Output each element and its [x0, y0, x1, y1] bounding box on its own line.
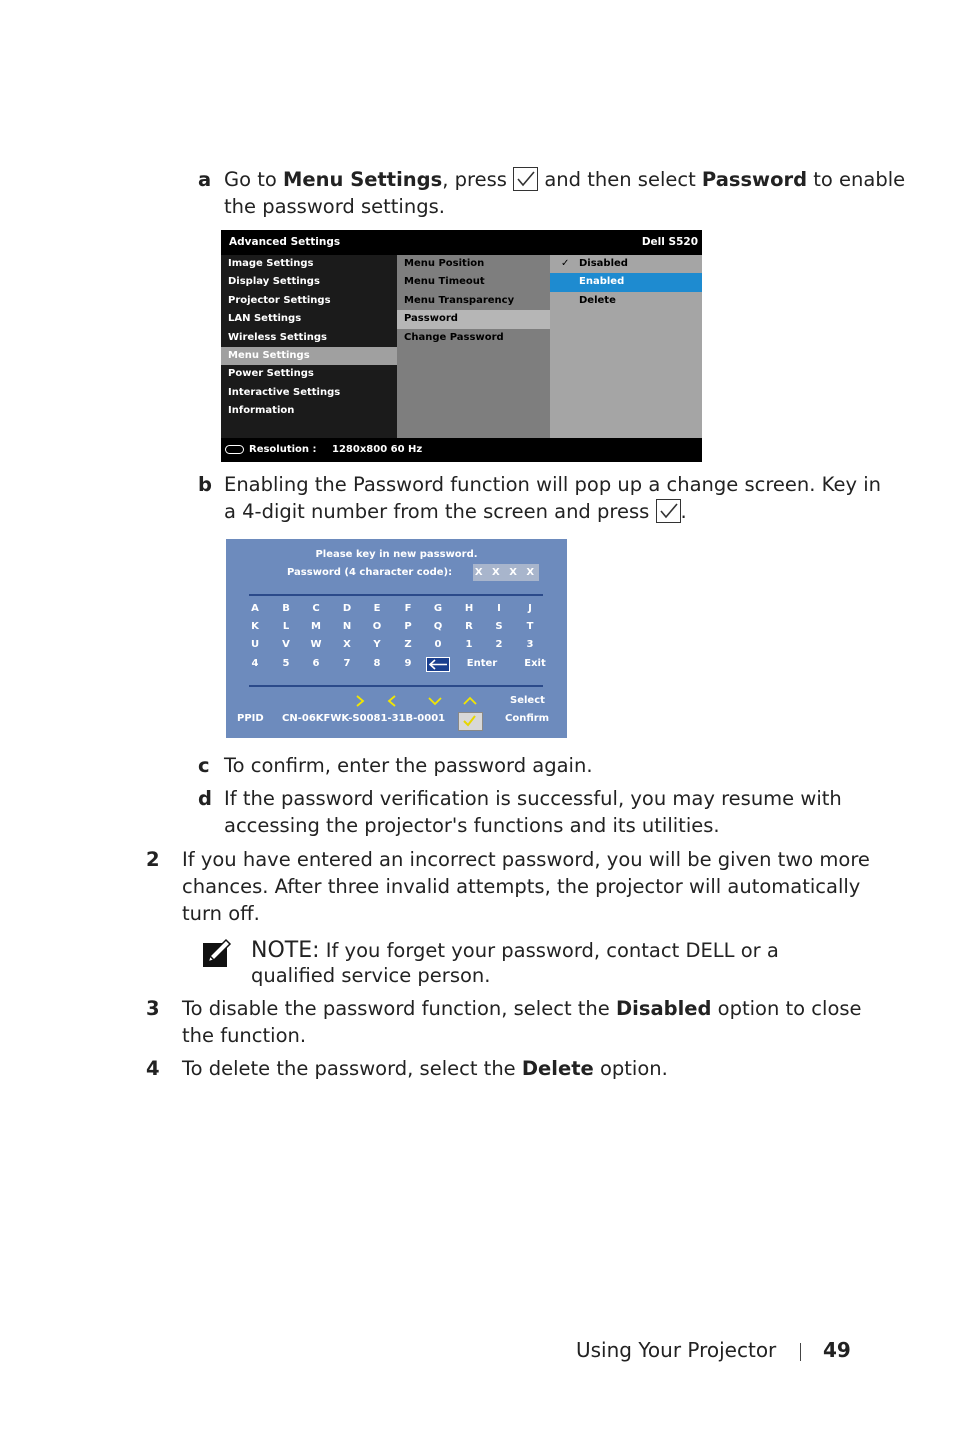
menu-item-menu-settings[interactable]: Menu Settings: [221, 347, 397, 365]
step-4: 4 To delete the password, select the Delete option.: [146, 1057, 668, 1080]
checkmark-icon: ✓: [561, 258, 570, 269]
key[interactable]: C: [312, 603, 320, 614]
key[interactable]: L: [282, 621, 290, 632]
key[interactable]: T: [526, 621, 534, 632]
step-a: a Go to Menu Settings, press and then select Password to enable the password settings.: [198, 168, 906, 218]
menu-item-interactive-settings[interactable]: Interactive Settings: [228, 386, 341, 398]
checkmark-icon: [459, 713, 480, 728]
key[interactable]: Z: [404, 639, 412, 650]
left-arrow-icon: [386, 694, 398, 708]
key[interactable]: Y: [373, 639, 381, 650]
page-number: 49: [823, 1338, 851, 1362]
key[interactable]: E: [373, 603, 381, 614]
confirm-button[interactable]: [458, 712, 483, 731]
step-number: 2: [146, 848, 160, 871]
divider: [249, 594, 543, 596]
key[interactable]: 8: [373, 658, 381, 669]
divider: [249, 685, 543, 687]
key[interactable]: Q: [433, 621, 443, 632]
resolution-value: 1280x800 60 Hz: [332, 444, 423, 455]
key[interactable]: V: [282, 639, 290, 650]
footer-section-title: Using Your Projector: [576, 1338, 777, 1362]
enter-key[interactable]: Enter: [466, 658, 498, 669]
key[interactable]: K: [251, 621, 259, 632]
password-prompt: Password (4 character code):: [287, 567, 453, 578]
menu-item-power-settings[interactable]: Power Settings: [228, 368, 314, 380]
key[interactable]: M: [311, 621, 321, 632]
menu-item-information[interactable]: Information: [228, 405, 295, 417]
up-arrow-icon: [462, 694, 478, 708]
option-enabled[interactable]: Enabled: [550, 273, 702, 291]
osd-options: [550, 255, 702, 438]
osd-status-bar: [221, 438, 702, 462]
password-input[interactable]: X X X X: [473, 564, 539, 581]
right-arrow-icon: [354, 694, 366, 708]
resolution-label: Resolution :: [249, 444, 317, 455]
key[interactable]: G: [433, 603, 443, 614]
key[interactable]: F: [404, 603, 412, 614]
osd-model: Dell S520: [641, 236, 698, 248]
osd-password-dialog: [226, 539, 567, 738]
menu-item-lan-settings[interactable]: LAN Settings: [228, 313, 302, 325]
backspace-key[interactable]: [426, 657, 450, 672]
submenu-menu-position[interactable]: Menu Position: [404, 258, 485, 269]
down-arrow-icon: [427, 694, 443, 708]
step-label: b: [198, 473, 212, 496]
menu-item-image-settings[interactable]: Image Settings: [228, 258, 314, 269]
ppid-label: PPID: [237, 713, 264, 724]
submenu-menu-transparency[interactable]: Menu Transparency: [404, 294, 515, 306]
key[interactable]: 2: [495, 639, 503, 650]
checkmark-icon: [656, 499, 681, 523]
step-number: 3: [146, 997, 160, 1020]
submenu-change-password[interactable]: Change Password: [404, 331, 504, 343]
key[interactable]: I: [497, 603, 501, 614]
step-label: d: [198, 787, 212, 810]
key[interactable]: U: [250, 639, 260, 650]
osd-title: Advanced Settings: [229, 236, 341, 248]
key[interactable]: D: [342, 603, 352, 614]
step-label: c: [198, 754, 210, 777]
osd-sub-menu: [397, 255, 550, 438]
key[interactable]: H: [464, 603, 474, 614]
exit-key[interactable]: Exit: [524, 658, 546, 669]
key[interactable]: 9: [404, 658, 412, 669]
osd-main-menu: [221, 255, 397, 438]
option-delete[interactable]: Delete: [579, 294, 616, 306]
submenu-menu-timeout[interactable]: Menu Timeout: [404, 276, 485, 288]
key[interactable]: 5: [282, 658, 290, 669]
backspace-arrow-icon: [427, 658, 449, 671]
note-heading: NOTE:: [251, 938, 320, 963]
key[interactable]: S: [495, 621, 503, 632]
step-label: a: [198, 168, 212, 191]
key[interactable]: O: [372, 621, 382, 632]
dialog-title: Please key in new password.: [315, 549, 478, 560]
key[interactable]: 3: [526, 639, 534, 650]
step-2: 2 If you have entered an incorrect password, you will be given two more chances. After three invalid attempts, the projector will automatically turn off.: [146, 848, 870, 925]
key[interactable]: X: [343, 639, 351, 650]
select-label: Select: [510, 695, 545, 706]
key[interactable]: W: [310, 639, 322, 650]
step-3: 3 To disable the password function, select the Disabled option to close the function.: [146, 997, 862, 1047]
ppid-value: CN-06KFWK-S0081-31B-0001: [282, 713, 446, 724]
key[interactable]: J: [528, 603, 532, 614]
checkmark-icon: [513, 167, 538, 191]
submenu-password[interactable]: Password: [397, 310, 550, 328]
input-source-icon: [225, 445, 244, 454]
key[interactable]: 0: [434, 639, 442, 650]
osd-advanced-settings-menu: [221, 230, 702, 462]
step-d: d If the password verification is successful, you may resume with accessing the projector's functions and its utilities.: [198, 787, 842, 837]
key[interactable]: 1: [465, 639, 473, 650]
key[interactable]: 6: [312, 658, 320, 669]
key[interactable]: A: [251, 603, 259, 614]
note: NOTE: If you forget your password, contact DELL or a qualified service person.: [251, 938, 779, 987]
confirm-label: Confirm: [505, 713, 550, 724]
step-b: b Enabling the Password function will pop up a change screen. Key in a 4-digit number from the screen and press .: [198, 473, 881, 523]
key[interactable]: 7: [343, 658, 351, 669]
menu-item-display-settings[interactable]: Display Settings: [228, 276, 320, 288]
note-pencil-icon: [202, 938, 232, 968]
key[interactable]: 4: [251, 658, 259, 669]
option-disabled[interactable]: ✓ Disabled: [550, 255, 702, 273]
step-c: c To confirm, enter the password again.: [198, 754, 593, 777]
key[interactable]: P: [404, 621, 412, 632]
key[interactable]: B: [282, 603, 290, 614]
key[interactable]: R: [465, 621, 473, 632]
menu-item-wireless-settings[interactable]: Wireless Settings: [228, 331, 327, 343]
key[interactable]: N: [342, 621, 352, 632]
footer-divider: [800, 1343, 801, 1361]
menu-item-projector-settings[interactable]: Projector Settings: [228, 294, 331, 306]
step-number: 4: [146, 1057, 160, 1080]
